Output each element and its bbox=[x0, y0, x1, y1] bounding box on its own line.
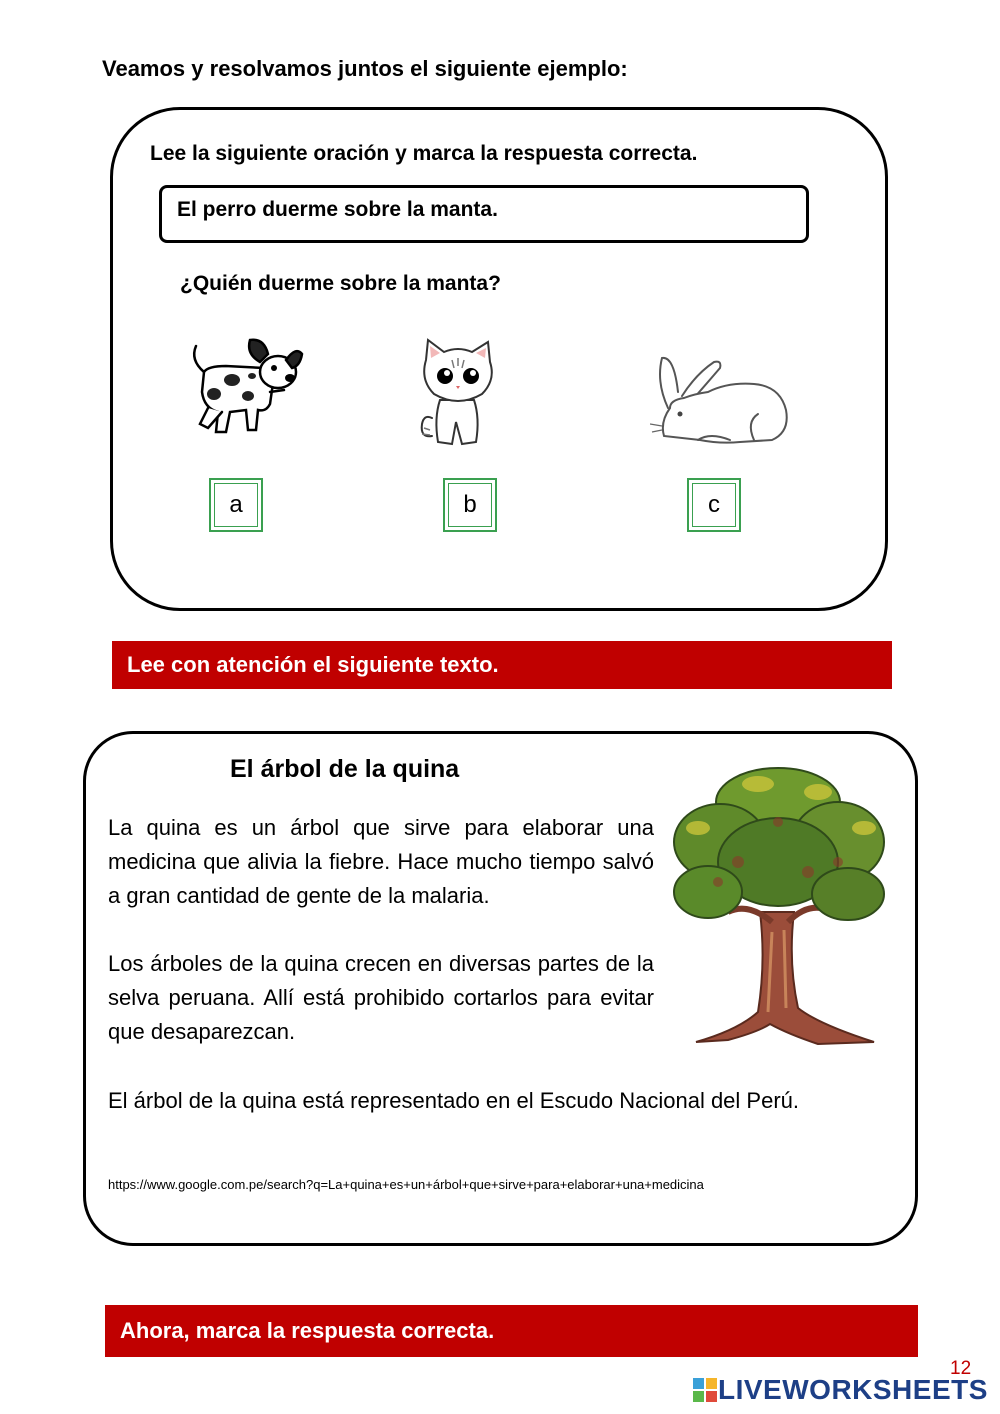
option-c-box[interactable]: c bbox=[687, 478, 741, 532]
option-a-box[interactable]: a bbox=[209, 478, 263, 532]
liveworksheets-logo-icon bbox=[692, 1377, 718, 1403]
read-banner: Lee con atención el siguiente texto. bbox=[112, 641, 892, 689]
reading-paragraph-2: Los árboles de la quina crecen en diversas partes de la selva peruana. Allí está prohibido cortarlos para evitar que desaparezcan. bbox=[108, 951, 654, 1045]
intro-text: Veamos y resolvamos juntos el siguiente ejemplo: bbox=[102, 56, 628, 81]
dog-illustration bbox=[186, 332, 306, 442]
source-url: https://www.google.com.pe/search?q=La+quina+es+un+árbol+que+sirve+para+elaborar+una+medicina bbox=[108, 1177, 704, 1192]
answer-banner: Ahora, marca la respuesta correcta. bbox=[105, 1305, 918, 1357]
example-question: ¿Quién duerme sobre la manta? bbox=[180, 272, 501, 295]
option-b-box[interactable]: b bbox=[443, 478, 497, 532]
example-instruction: Lee la siguiente oración y marca la respuesta correcta. bbox=[150, 142, 698, 165]
page-number: 12 bbox=[950, 1358, 972, 1379]
example-sentence: El perro duerme sobre la manta. bbox=[177, 198, 498, 221]
liveworksheets-logo bbox=[692, 1374, 988, 1406]
quina-tree-illustration bbox=[668, 762, 890, 1052]
rabbit-illustration bbox=[650, 352, 792, 448]
reading-title: El árbol de la quina bbox=[230, 755, 460, 783]
liveworksheets-logo-text: LIVEWORKSHEETS bbox=[718, 1374, 988, 1405]
cat-illustration bbox=[418, 338, 498, 456]
reading-paragraph-3: El árbol de la quina está representado en el Escudo Nacional del Perú. bbox=[108, 1088, 800, 1113]
reading-paragraph-1: La quina es un árbol que sirve para elaborar una medicina que alivia la fiebre. Hace mucho tiempo salvó a gran cantidad de gente de la malaria. bbox=[108, 815, 654, 909]
